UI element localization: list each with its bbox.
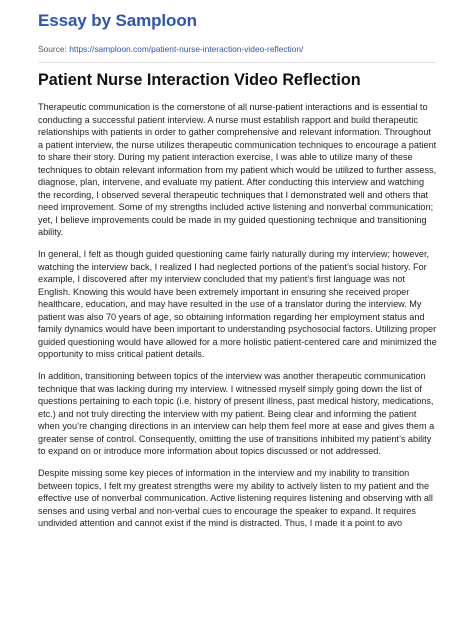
source-link[interactable]: https://samploon.com/patient-nurse-interaction-video-reflection/ (69, 44, 304, 54)
source-line (38, 44, 303, 54)
article-body (38, 101, 438, 539)
source-label: Source: (38, 44, 67, 54)
article-title: Patient Nurse Interaction Video Reflection (38, 71, 361, 89)
paragraph: Therapeutic communication is the cornerstone of all nurse-patient interactions and is essential to conducting a successful patient interview. A nurse must establish rapport and build therapeutic relationships with patients in order to gather comprehensive and relevant information. Throughout a patient interview, the nurse utilizes therapeutic communication techniques to encourage a patient to share their story. During my patient interaction exercise, I was able to utilize many of these techniques to obtain relevant information from my patient which would be utilized to further assess, diagnose, plan, intervene, and evaluate my patient. After conducting this interview and watching the recording, I observed several therapeutic techniques that I demonstrated well and others that need improvement. Some of my strengths included active listening and nonverbal communication; yet, I believe improvements could be made in my guided questioning technique and transitioning ability. (38, 102, 437, 237)
paragraph: In general, I felt as though guided questioning came fairly naturally during my interview; however, watching the interview back, I realized I had neglected portions of the patient’s social history. For example, I discovered after my interview concluded that my patient’s first language was not English. Knowing this would have been extremely important in ensuring she received proper healthcare, education, and may have resulted in the use of a translator during the interview. My patient was also 70 years of age, so obtaining information regarding her employment status and family dynamics would have been important to understanding psychosocial factors. Utilizing proper guided questioning would have allowed for a more holistic patient-centered care and minimized the opportunity to miss critical patient details. (38, 249, 437, 359)
paragraph: Despite missing some key pieces of information in the interview and my inability to transition between topics, I felt my greatest strengths were my ability to actively listen to my patient and the effective use of nonverbal communication. Active listening requires listening and observing with all senses and using verbal and non-verbal cues to encourage the speaker to expand. It requires undivided attention and cannot exist if the mind is distracted. Thus, I made it a point to avo (38, 468, 433, 528)
paragraph: In addition, transitioning between topics of the interview was another therapeutic communication technique that was lacking during my interview. I witnessed myself simply going down the list of questions pertaining to each topic (i.e. history of present illness, past medical history, medications, etc.) and not truly directing the interview with my patient. Being clear and informing the patient when you’re changing directions in an interview can help them feel more at ease and gives them a greater sense of control. Consequently, omitting the use of transitions inhibited my patient’s ability to expand on or introduce more information about topics discussed or not addressed. (38, 371, 435, 456)
site-brand-title[interactable]: Essay by Samploon (38, 11, 197, 30)
header-divider (38, 62, 436, 63)
